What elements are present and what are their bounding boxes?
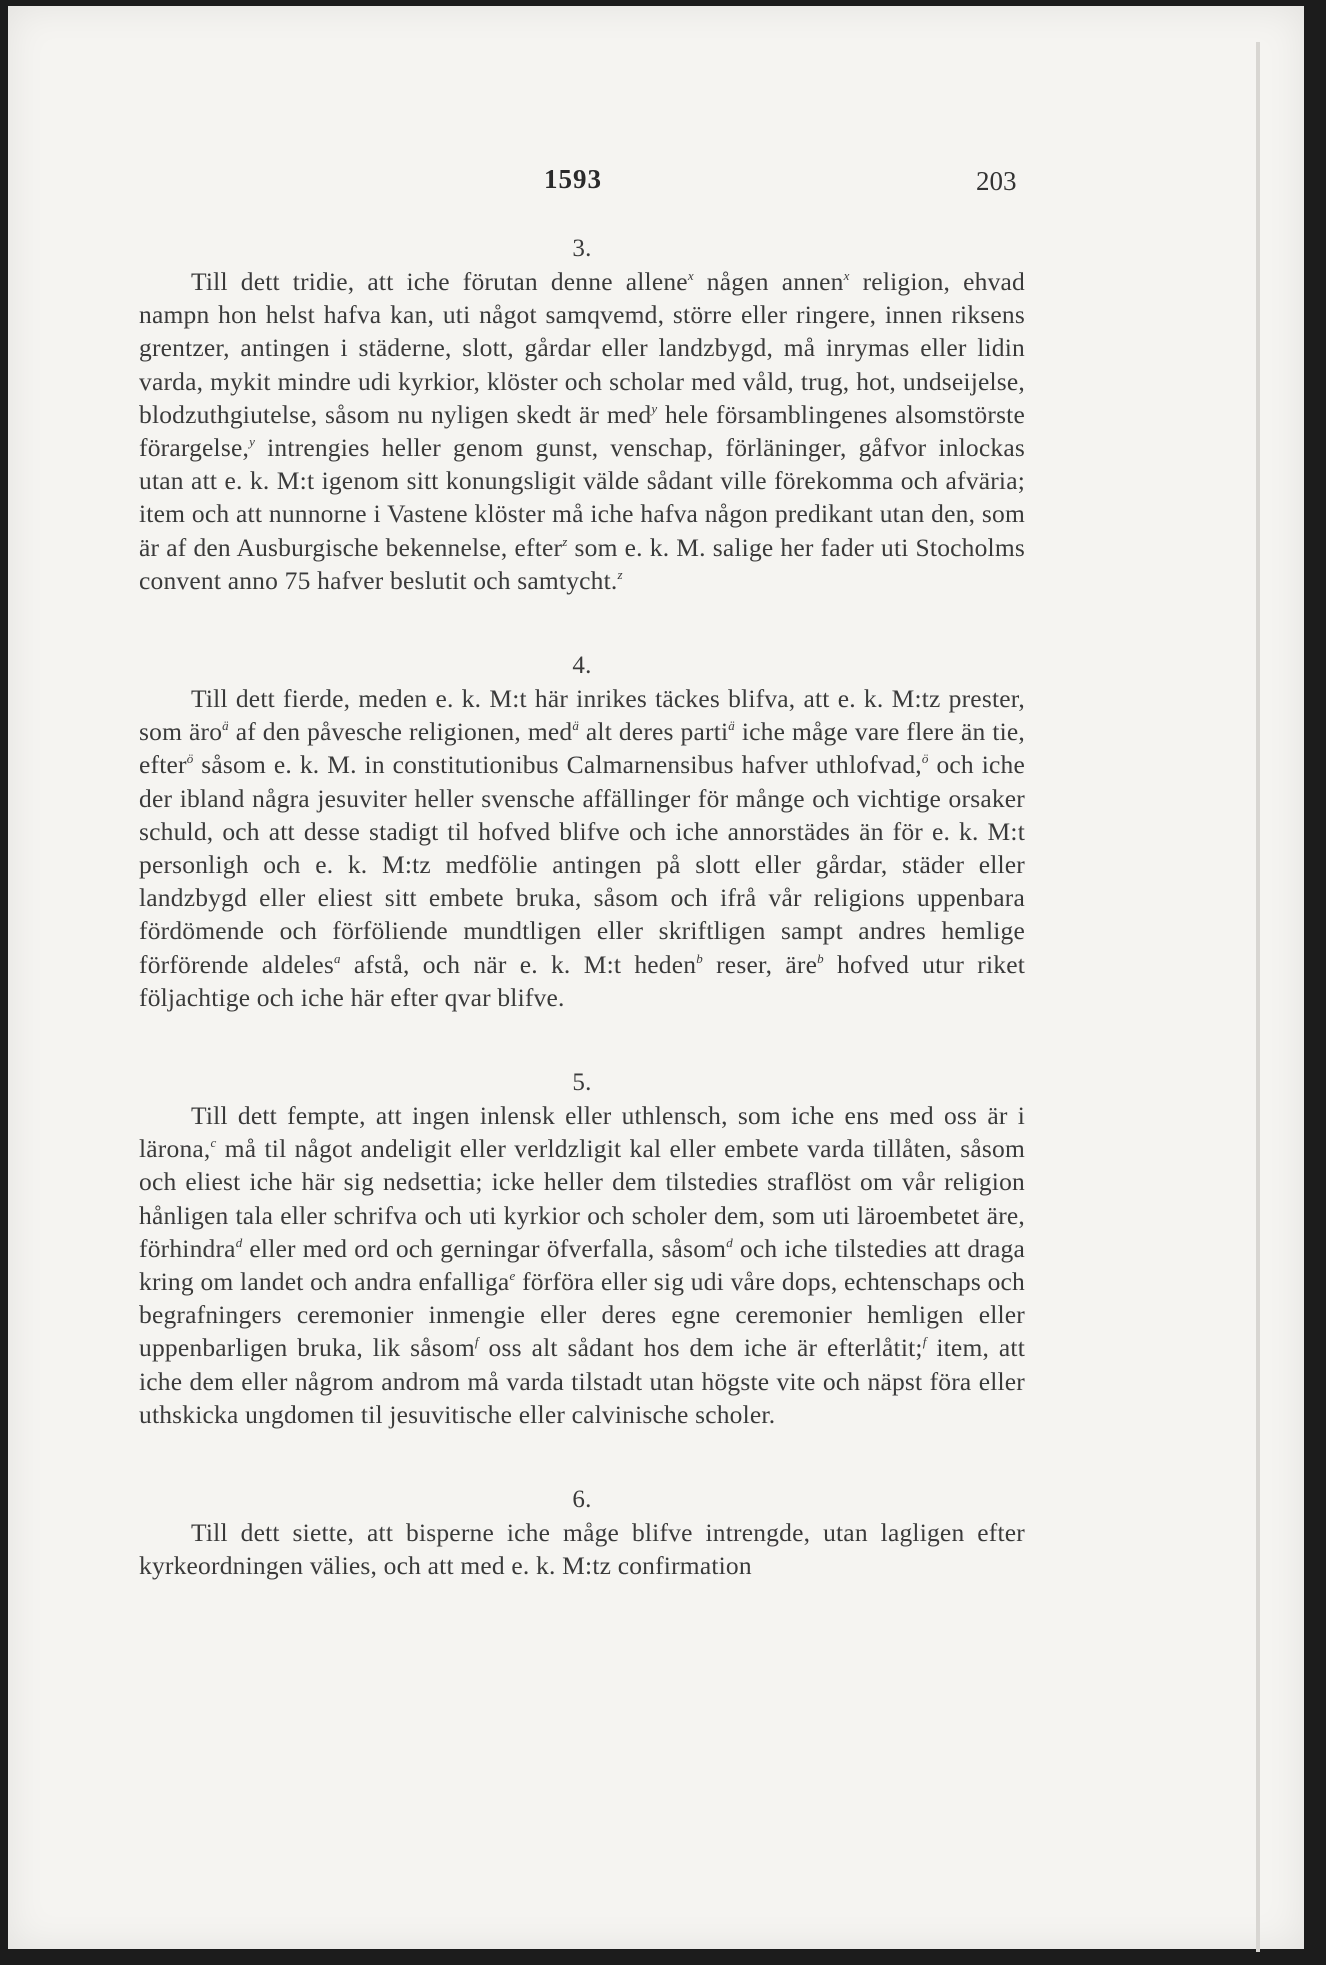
section-paragraph: Till dett tridie, att iche förutan denne allene$^x$ någen annen$^x$ religion, ehvad nampn hon helst hafva kan, uti något samqvemd, större eller ringere, innen riksens grentzer, antingen i städerne, slott, gårdar eller landzbygd, må inrymas eller lidin varda, mykit mindre udi kyrkior, klöster och scholar med våld, trug, hot, undseijelse, blodzuthgiutelse, såsom nu nyligen skedt är med$^y$ hele församblingenes alsomstörste förargelse,$^y$ intrengies heller genom gunst, venschap, förläninger, gåfvor inlockas utan att e. k. M:t igenom sitt konungsligit välde sådant ville förekomma och afväria; item och att nunnorne i Vastene klöster må iche hafva någon predikant utan den, som är af den Ausburgische bekennelse, efter$^z$ som e. k. M. salige her fader uti Stocholms convent anno 75 hafver beslutit och samtycht.$^z$ [139, 267, 1026, 595]
running-head-year: 1593 [544, 164, 602, 194]
page-edge [1256, 42, 1260, 1952]
section-paragraph: Till dett fierde, meden e. k. M:t här inrikes täckes blifva, att e. k. M:tz prester, som äro$^ä$ af den påvesche religionen, med$^ä$ alt deres parti$^ä$ iche måge vare flere än tie, efter$^ö$ såsom e. k. M. in constitutionibus Calmarnensibus hafver uthlofvad,$^ö$ och iche der ibland några jesuviter heller svensche affällinger för månge och vichtige orsaker schuld, och att desse stadigt til hofved blifve och iche annorstädes än för e. k. M:t personligh och e. k. M:tz medfölie antingen på slott eller gårdar, städer eller landzbygd eller eliest sitt embete bruka, såsom och ifrå vår religions uppenbara fördömende och förföliende mundtligen eller skriftligen sampt andres hemlige förförende aldeles$^a$ afstå, och när e. k. M:t heden$^b$ reser, äre$^b$ hofved utur riket följachtige och iche här efter qvar blifve. [139, 684, 1025, 1012]
body-text [139, 232, 1025, 1583]
section-number: 6. [572, 1486, 592, 1514]
document-page [8, 6, 1304, 1949]
page-header [8, 164, 1304, 204]
section-paragraph: Till dett fempte, att ingen inlensk eller uthlensch, som iche ens med oss är i lärona,$^c$ må til något andeligit eller verldzligit kal eller embete varda tillåten, såsom och eliest iche här sig nedsettia; icke heller dem tilstedies straflöst om vår religion hånligen tala eller schrifva och uti kyrkior och scholer dem, som uti läroembetet äre, förhindra$^d$ eller med ord och gerningar öfverfalla, såsom$^d$ och iche tilstedies att draga kring om landet och andra enfalliga$^e$ förföra eller sig udi våre dops, echtenschaps och begrafningers ceremonier inmengie eller deres egne ceremonier hemligen eller uppenbarligen bruka, lik såsom$^f$ oss alt sådant hos dem iche är efterlåtit;$^f$ item, att iche dem eller någrom androm må varda tilstadt utan högste vite och näpst föra eller uthskicka ungdomen til jesuvitische eller calvinische scholer. [139, 1101, 1026, 1429]
page-number: 203 [976, 166, 1017, 196]
section-number: 5. [572, 1069, 592, 1097]
section-number: 3. [572, 235, 592, 262]
section-paragraph: Till dett siette, att bisperne iche måge blifve intrengde, utan lagligen efter kyrkeordningen välies, och att med e. k. M:tz confirmation [139, 1518, 1025, 1581]
section-number: 4. [572, 652, 592, 680]
